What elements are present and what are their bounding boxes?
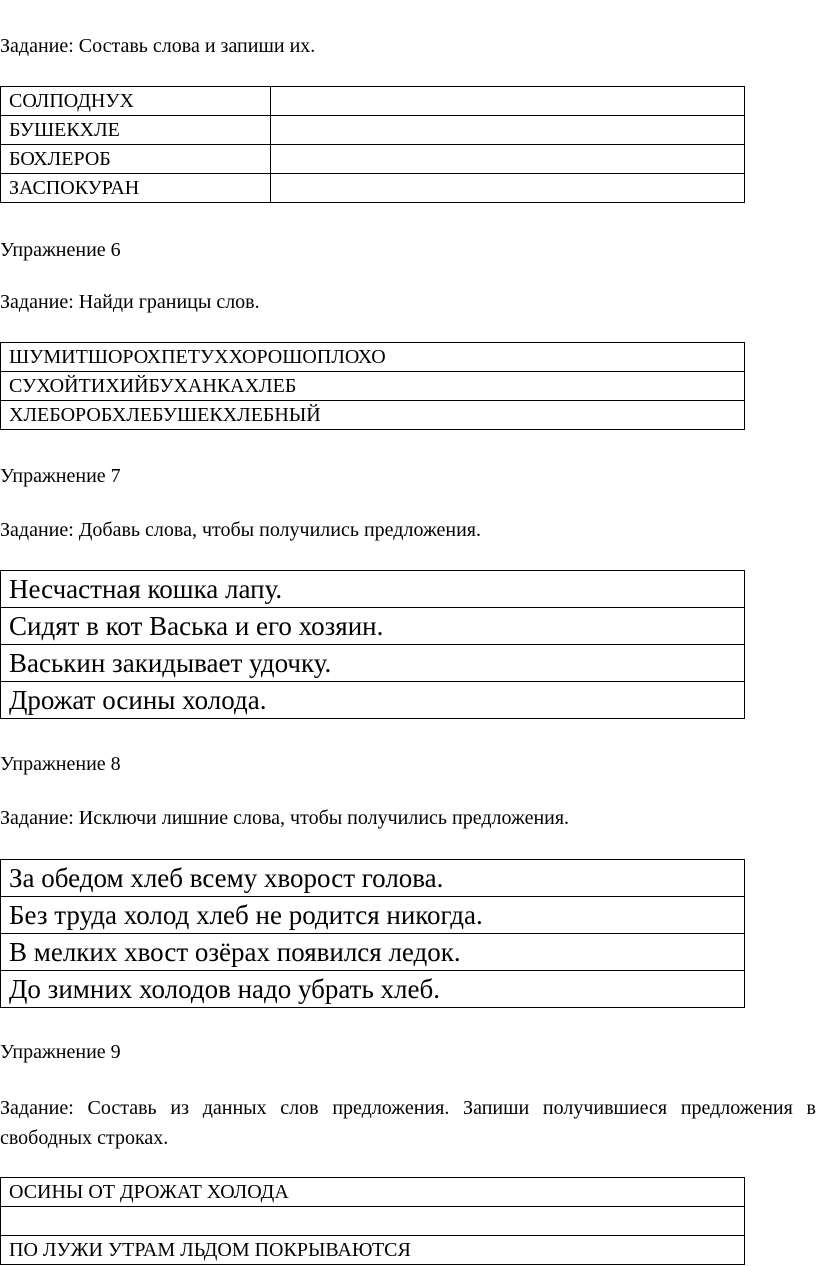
add-words-table <box>0 570 745 719</box>
exercise-7-task: Задание: Добавь слова, чтобы получились предложения. <box>0 519 481 541</box>
table-row <box>1 116 745 145</box>
answer-cell[interactable] <box>270 116 744 145</box>
letter-string: ШУМИТШОРОХПЕТУХХОРОШОПЛОХО <box>1 343 745 372</box>
sentence-cell: Несчастная кошка лапу. <box>1 571 745 608</box>
table-row <box>1 897 745 934</box>
table-row <box>1 608 745 645</box>
sentence-cell: В мелких хвост озёрах появился ледок. <box>1 934 745 971</box>
exercise-8-task: Задание: Исключи лишние слова, чтобы получились предложения. <box>0 807 570 829</box>
table-row <box>1 174 745 203</box>
answer-cell[interactable] <box>270 145 744 174</box>
letter-string: СУХОЙТИХИЙБУХАНКАХЛЕБ <box>1 372 745 401</box>
table-row <box>1 860 745 897</box>
task-compose-words: Задание: Составь слова и запиши их. <box>0 35 316 57</box>
table-row <box>1 645 745 682</box>
exercise-6-title: Упражнение 6 <box>0 239 121 261</box>
answer-cell[interactable] <box>270 174 744 203</box>
table-row <box>1 1207 745 1236</box>
exercise-7-title: Упражнение 7 <box>0 465 121 487</box>
remove-words-table <box>0 859 745 1008</box>
exercise-9-title: Упражнение 9 <box>0 1041 121 1063</box>
exercise-6-task: Задание: Найди границы слов. <box>0 291 260 313</box>
make-sentences-table <box>0 1177 745 1265</box>
compose-words-table <box>0 86 745 203</box>
scrambled-word: БУШЕКХЛЕ <box>1 116 271 145</box>
sentence-cell: Дрожат осины холода. <box>1 682 745 719</box>
table-row <box>1 343 745 372</box>
table-row <box>1 87 745 116</box>
table-row <box>1 971 745 1008</box>
sentence-cell: До зимних холодов надо убрать хлеб. <box>1 971 745 1008</box>
table-row <box>1 571 745 608</box>
sentence-cell: За обедом хлеб всему хворост голова. <box>1 860 745 897</box>
sentence-cell: Васькин закидывает удочку. <box>1 645 745 682</box>
table-row <box>1 934 745 971</box>
word-boundaries-table <box>0 342 745 430</box>
sentence-cell: Без труда холод хлеб не родится никогда. <box>1 897 745 934</box>
scrambled-word: СОЛПОДНУХ <box>1 87 271 116</box>
table-row <box>1 682 745 719</box>
table-row <box>1 1236 745 1265</box>
table-row <box>1 401 745 430</box>
table-row <box>1 1178 745 1207</box>
exercise-8-title: Упражнение 8 <box>0 753 121 775</box>
table-row <box>1 372 745 401</box>
sentence-cell: Сидят в кот Васька и его хозяин. <box>1 608 745 645</box>
letter-string: ХЛЕБОРОБХЛЕБУШЕКХЛЕБНЫЙ <box>1 401 745 430</box>
scrambled-word: БОХЛЕРОБ <box>1 145 271 174</box>
answer-cell[interactable] <box>1 1207 745 1236</box>
exercise-9-task: Задание: Составь из данных слов предложения. Запиши получившиеся предложения в свободных строках. <box>0 1097 816 1149</box>
word-set-cell: ПО ЛУЖИ УТРАМ ЛЬДОМ ПОКРЫВАЮТСЯ <box>1 1236 745 1265</box>
word-set-cell: ОСИНЫ ОТ ДРОЖАТ ХОЛОДА <box>1 1178 745 1207</box>
scrambled-word: ЗАСПОКУРАН <box>1 174 271 203</box>
answer-cell[interactable] <box>270 87 744 116</box>
table-row <box>1 145 745 174</box>
